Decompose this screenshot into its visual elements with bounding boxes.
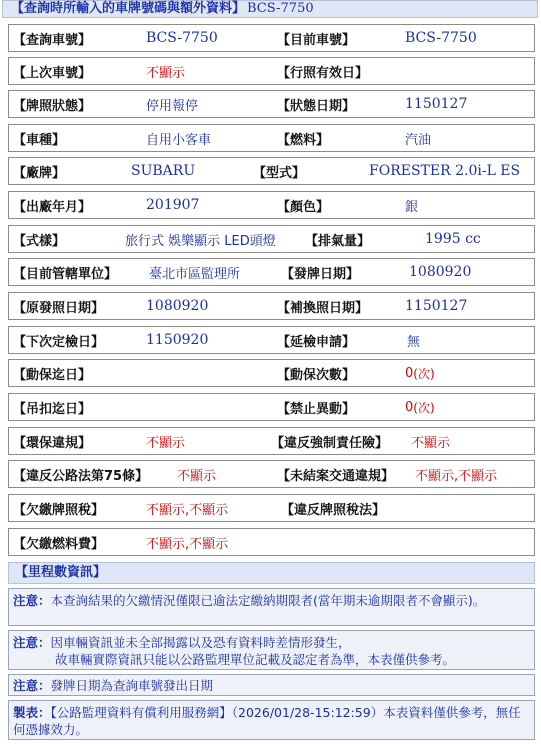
note-issue-date-lead: 注意： — [13, 678, 51, 693]
query-header-plate: BCS-7750 — [247, 1, 314, 16]
value-jurisdiction: 臺北市區監理所 — [149, 266, 241, 282]
value-current-plate: BCS-7750 — [405, 30, 477, 46]
note-prepared-by-text: 【公路監理資料有償利用服務網】（2026/01/28-15:12:59）本表資料僅供參考，無任何憑據效力。 — [13, 705, 521, 737]
value-body-style: 旅行式 娛樂顯示 LED頭燈 — [125, 233, 276, 249]
label-suspension-end: 【吊扣迄日】 — [13, 401, 92, 417]
row-license-tax-arrears — [8, 494, 535, 522]
label-current-plate: 【目前車號】 — [277, 32, 356, 48]
row-chattel-mortgage — [8, 359, 535, 387]
value-manufacture-date: 201907 — [146, 197, 200, 213]
label-transfer-ban: 【禁止異動】 — [277, 401, 356, 417]
value-vehicle-type: 自用小客車 — [146, 132, 212, 148]
value-license-tax-arrears: 不顯示,不顯示 — [146, 502, 229, 518]
label-compulsory-insurance-violation: 【違反強制責任險】 — [271, 435, 389, 451]
note-issue-date — [8, 674, 535, 696]
label-original-license-date: 【原發照日期】 — [13, 300, 105, 316]
label-model: 【型式】 — [253, 165, 306, 181]
value-displacement: 1995 cc — [425, 231, 481, 247]
value-compulsory-insurance-violation: 不顯示 — [411, 435, 451, 451]
row-previous-plate — [8, 57, 535, 85]
label-brand: 【廠牌】 — [13, 165, 66, 181]
query-header-title: 【查詢時所輸入的車牌號碼與額外資料】 — [11, 1, 246, 16]
label-inspection-extension: 【延檢申請】 — [277, 334, 356, 350]
label-manufacture-date: 【出廠年月】 — [13, 199, 92, 215]
label-license-valid-date: 【行照有效日】 — [277, 65, 369, 81]
value-inspection-extension: 無 — [407, 334, 421, 350]
label-reissue-date: 【補換照日期】 — [277, 300, 369, 316]
label-highway-act-violation: 【違反公路法第75條】 — [13, 468, 149, 484]
label-plate-status: 【牌照狀態】 — [13, 98, 92, 114]
note-disclaimer-line2: 故車輛實際資訊只能以公路監理單位記載及認定者為準，本表僅供參考。 — [55, 652, 456, 667]
value-chattel-mortgage-count-number: 0 — [405, 365, 414, 381]
label-query-plate: 【查詢車號】 — [13, 32, 92, 48]
row-next-inspection — [8, 326, 535, 354]
value-transfer-ban-number: 0 — [405, 399, 414, 415]
value-transfer-ban-unit: (次) — [413, 400, 435, 415]
value-original-license-date: 1080920 — [146, 298, 209, 314]
label-vehicle-type: 【車種】 — [13, 132, 66, 148]
value-unresolved-traffic-violation: 不顯示,不顯示 — [415, 468, 498, 484]
label-license-tax-arrears: 【欠繳牌照稅】 — [13, 502, 105, 518]
note-arrears-lead: 注意： — [13, 593, 51, 608]
note-prepared-by-lead: 製表： — [13, 705, 51, 720]
value-transfer-ban — [405, 394, 435, 420]
label-previous-plate: 【上次車號】 — [13, 65, 92, 81]
label-chattel-mortgage-count: 【動保次數】 — [277, 367, 356, 383]
note-disclaimer-line1: 因車輛資訊並未全部揭露以及恐有資料時差情形發生， — [50, 635, 351, 650]
row-brand — [8, 157, 535, 185]
note-arrears — [8, 588, 535, 626]
mileage-section-title: 【里程數資訊】 — [8, 562, 535, 584]
label-next-inspection: 【下次定檢日】 — [13, 334, 105, 350]
note-prepared-by — [8, 700, 535, 740]
label-status-date: 【狀態日期】 — [277, 98, 356, 114]
value-fuel: 汽油 — [405, 132, 432, 148]
value-color: 銀 — [405, 199, 419, 215]
value-status-date: 1150127 — [405, 96, 468, 112]
label-environmental-violation: 【環保違規】 — [13, 435, 92, 451]
label-fuel-fee-arrears: 【欠繳燃料費】 — [13, 536, 105, 552]
value-chattel-mortgage-count — [405, 360, 435, 386]
value-fuel-fee-arrears: 不顯示,不顯示 — [146, 536, 229, 552]
label-color: 【顏色】 — [277, 199, 330, 215]
row-plate-number — [8, 24, 535, 52]
row-highway-act-violation — [8, 460, 535, 488]
value-highway-act-violation: 不顯示 — [177, 468, 217, 484]
row-plate-status — [8, 90, 535, 118]
row-jurisdiction — [8, 258, 535, 286]
label-body-style: 【式樣】 — [13, 233, 66, 249]
label-issue-date: 【發牌日期】 — [281, 266, 360, 282]
label-displacement: 【排氣量】 — [305, 233, 371, 249]
value-environmental-violation: 不顯示 — [146, 435, 186, 451]
value-previous-plate: 不顯示 — [146, 65, 186, 81]
note-arrears-text: 本查詢結果的欠繳情況僅限已逾法定繳納期限者(當年期未逾期限者不會顯示)。 — [50, 593, 486, 608]
note-issue-date-text: 發牌日期為查詢車號發出日期 — [50, 678, 214, 693]
value-chattel-mortgage-count-unit: (次) — [413, 366, 435, 381]
label-unresolved-traffic-violation: 【未結案交通違規】 — [277, 468, 395, 484]
value-reissue-date: 1150127 — [405, 298, 468, 314]
label-jurisdiction: 【目前管轄單位】 — [13, 266, 118, 282]
note-disclaimer-lead: 注意： — [13, 635, 51, 650]
value-brand: SUBARU — [131, 163, 196, 179]
row-vehicle-type — [8, 124, 535, 152]
note-disclaimer — [8, 630, 535, 670]
value-issue-date: 1080920 — [409, 264, 472, 280]
query-header — [2, 0, 538, 18]
label-chattel-mortgage-end: 【動保迄日】 — [13, 367, 92, 383]
row-body-style — [8, 225, 535, 253]
value-model: FORESTER 2.0i-L ES — [369, 163, 521, 179]
row-original-license-date — [8, 292, 535, 320]
label-fuel: 【燃料】 — [277, 132, 330, 148]
value-query-plate: BCS-7750 — [146, 30, 218, 46]
row-manufacture-date — [8, 191, 535, 219]
row-fuel-fee-arrears — [8, 528, 535, 556]
value-plate-status: 停用報停 — [146, 98, 199, 114]
label-license-tax-violation: 【違反牌照稅法】 — [281, 502, 386, 518]
row-environmental-violation — [8, 427, 535, 455]
row-suspension — [8, 393, 535, 421]
value-next-inspection: 1150920 — [146, 332, 209, 348]
